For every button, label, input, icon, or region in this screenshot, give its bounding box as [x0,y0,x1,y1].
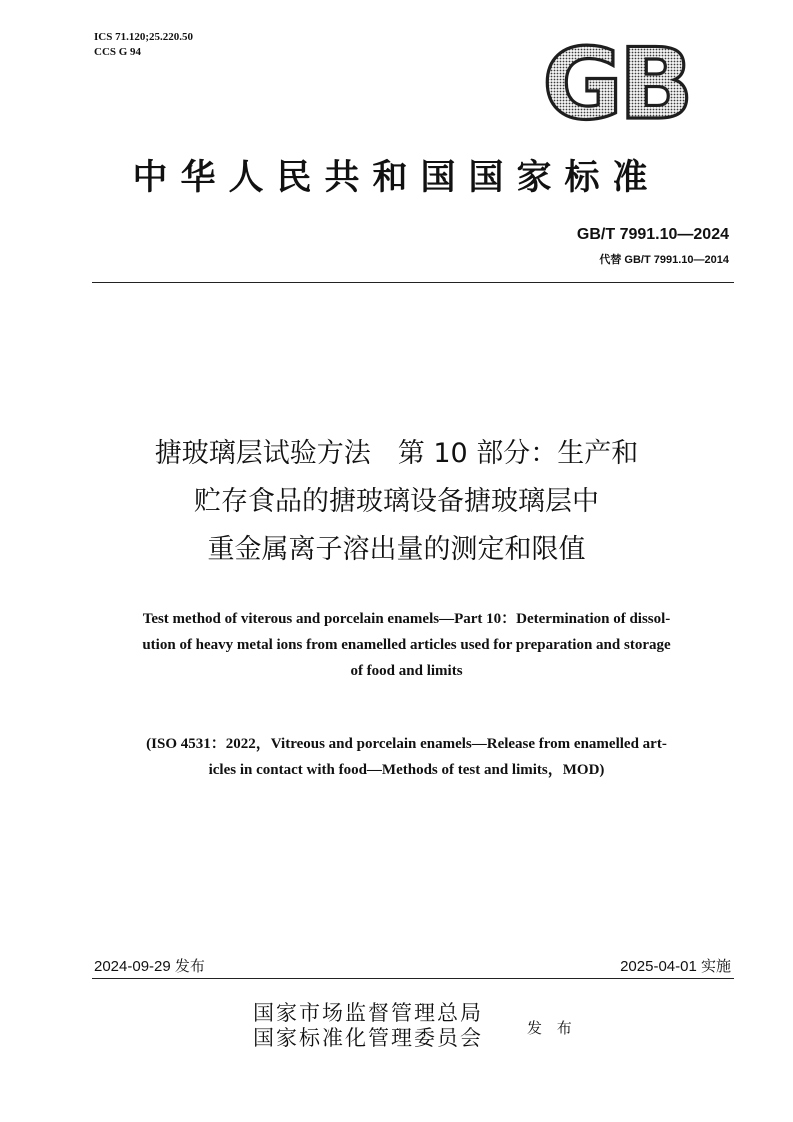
gb-logo-text: GB [542,36,690,124]
chinese-title-line: 贮存食品的搪玻璃设备搪玻璃层中 [194,486,599,517]
adoption-line: icles in contact with food—Methods of test and limits，MOD) [208,762,605,778]
iso-adoption-note [80,731,733,783]
issuer-org: 国家市场监督管理总局 [253,1001,483,1025]
bottom-divider [92,978,734,979]
top-divider [92,282,734,283]
issued-label: 发 布 [527,1019,577,1037]
ics-code: ICS 71.120;25.220.50 [94,31,194,43]
english-title [80,606,733,684]
english-title-line: Test method of viterous and porcelain enamels—Part 10：Determination of dissol- [142,611,671,627]
chinese-title-line: 重金属离子溶出量的测定和限值 [207,534,586,565]
english-title-line: ution of heavy metal ions from enamelled articles used for preparation and storage [142,637,671,653]
classification-codes [94,30,193,60]
chinese-title [60,430,733,574]
gb-logo [538,36,694,124]
implementation-date: 2025-04-01 实施 [620,958,731,975]
standard-number: GB/T 7991.10—2024 [576,226,729,243]
standard-category-title: 中华人民共和国国家标准 [132,158,661,198]
ccs-code: CCS G 94 [94,46,142,58]
chinese-title-line: 搪玻璃层试验方法 第 10 部分：生产和 [154,438,639,469]
issue-date: 2024-09-29 发布 [94,958,205,975]
issuer-org: 国家标准化管理委员会 [253,1026,483,1050]
english-title-line: of food and limits [350,663,463,679]
adoption-line: (ISO 4531：2022，Vitreous and porcelain enamels—Release from enamelled art- [146,736,667,752]
issuing-authorities [253,1001,483,1051]
replaced-standard: 代替 GB/T 7991.10—2014 [599,254,729,266]
